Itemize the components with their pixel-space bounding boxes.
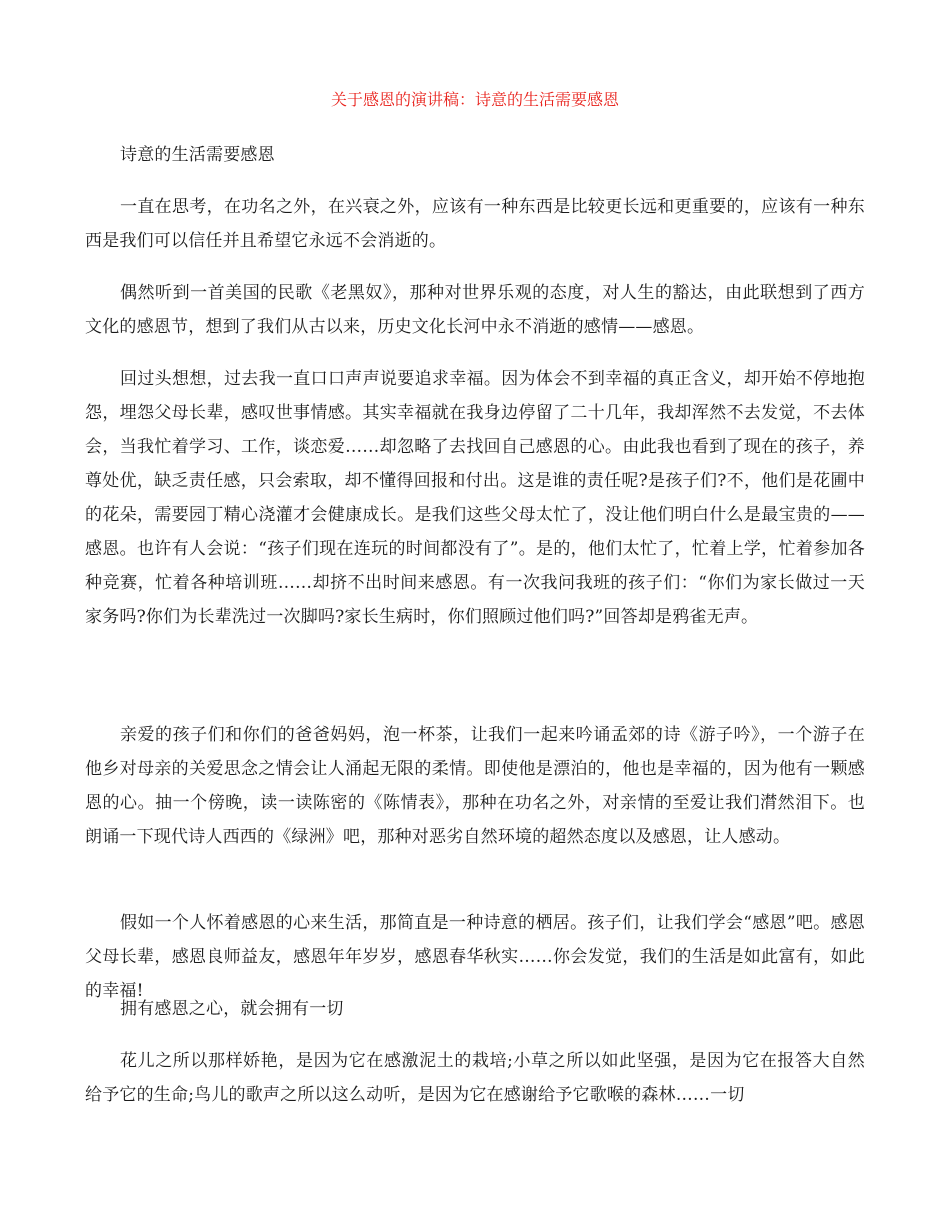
paragraph-folk-song: 偶然听到一首美国的民歌《老黑奴》，那种对世界乐观的态度，对人生的豁达，由此联想到了西方文化的感恩节，想到了我们从古以来，历史文化长河中永不消逝的感情——感恩。 <box>85 283 865 337</box>
document-title: 关于感恩的演讲稿：诗意的生活需要感恩 <box>330 90 619 109</box>
paragraph-thinking: 一直在思考，在功名之外，在兴衰之外，应该有一种东西是比较更长远和更重要的，应该有一种东西是我们可以信任并且希望它永远不会消逝的。 <box>85 197 865 251</box>
section-heading-poetic-life: 诗意的生活需要感恩 <box>120 145 275 165</box>
paragraph-looking-back: 回过头想想，过去我一直口口声声说要追求幸福。因为体会不到幸福的真正含义，却开始不停地抱怨，埋怨父母长辈，感叹世事情感。其实幸福就在我身边停留了二十几年，我却浑然不去发觉，不去体会，当我忙着学习、工作，谈恋爱……却忽略了去找回自己感恩的心。由此我也看到了现在的孩子，养尊处优，缺乏责任感，只会索取，却不懂得回报和付出。这是谁的责任呢?是孩子们?不，他们是花圃中的花朵，需要园丁精心浇灌才会健康成长。是我们这些父母太忙了，没让他们明白什么是最宝贵的——感恩。也许有人会说：“孩子们现在连玩的时间都没有了”。是的，他们太忙了，忙着上学，忙着参加各种竞赛，忙着各种培训班……却挤不出时间来感恩。有一次我问我班的孩子们：“你们为家长做过一天家务吗?你们为长辈洗过一次脚吗?家长生病时，你们照顾过他们吗?”回答却是鸦雀无声。 <box>85 369 865 627</box>
paragraph-dear-children: 亲爱的孩子们和你们的爸爸妈妈，泡一杯茶，让我们一起来吟诵孟郊的诗《游子吟》，一个游子在他乡对母亲的关爱思念之情会让人涌起无限的柔情。即使他是漂泊的，他也是幸福的，因为他有一颗感恩的心。抽一个傍晚，读一读陈密的《陈情表》，那种在功名之外，对亲情的至爱让我们潸然泪下。也朗诵一下现代诗人西西的《绿洲》吧，那种对恶劣自然环境的超然态度以及感恩，让人感动。 <box>85 725 865 847</box>
paragraph-flowers: 花儿之所以那样娇艳，是因为它在感激泥土的栽培;小草之所以如此坚强，是因为它在报答大自然给予它的生命;鸟儿的歌声之所以这么动听，是因为它在感谢给予它歌喉的森林……一切 <box>85 1051 865 1105</box>
section-heading-have-everything: 拥有感恩之心，就会拥有一切 <box>120 999 344 1019</box>
paragraph-grateful-heart: 假如一个人怀着感恩的心来生活，那简直是一种诗意的栖居。孩子们，让我们学会“感恩”吧。感恩父母长辈，感恩良师益友，感恩年年岁岁，感恩春华秋实……你会发觉，我们的生活是如此富有，如此的幸福! <box>85 913 865 1001</box>
